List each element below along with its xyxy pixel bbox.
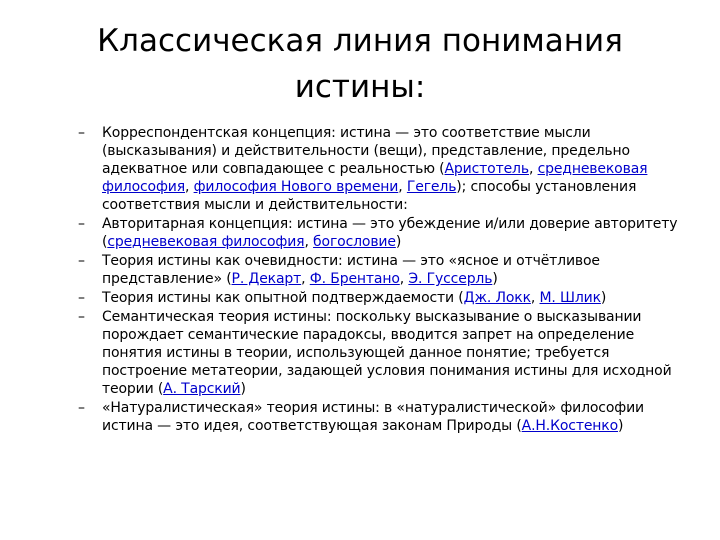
bullet-text: , [398, 179, 407, 195]
bullet-text: , [528, 161, 538, 177]
bullet-text: , [304, 234, 314, 250]
bullet-text: ); способы установления соответствия мысли и действительности: [102, 179, 637, 213]
reference-link[interactable]: Э. Гуссерль [408, 271, 493, 287]
reference-link[interactable]: богословие [313, 234, 396, 250]
reference-link[interactable]: Дж. Локк [463, 290, 531, 306]
bullet-marker: – [78, 400, 85, 416]
bullet-text: Авторитарная концепция: истина — это убеждение и/или доверие авторитету ( [102, 216, 678, 250]
bullet-text: Теория истины как очевидности: истина — это «ясное и отчётливое представление» ( [102, 253, 600, 287]
bullet-item [78, 308, 678, 398]
bullet-text: , [399, 271, 409, 287]
reference-link[interactable]: Р. Декарт [231, 271, 302, 287]
reference-link[interactable]: Аристотель [444, 161, 529, 177]
bullet-list [78, 124, 678, 436]
bullet-text: Теория истины как опытной подтверждаемости ( [102, 290, 464, 306]
reference-link[interactable]: М. Шлик [539, 290, 601, 306]
reference-link[interactable]: философия Нового времени [193, 179, 399, 195]
reference-link[interactable]: средневековая философия [102, 161, 648, 195]
bullet-item [78, 289, 678, 307]
bullet-marker: – [78, 125, 85, 141]
bullet-item [78, 124, 678, 214]
bullet-text: ) [618, 418, 624, 434]
bullet-item [78, 252, 678, 288]
bullet-text: , [185, 179, 194, 195]
bullet-text: , [530, 290, 540, 306]
reference-link[interactable]: Ф. Брентано [309, 271, 400, 287]
slide-title-line-1: Классическая линия понимания [97, 23, 623, 59]
bullet-marker: – [78, 216, 85, 232]
bullet-item [78, 215, 678, 251]
bullet-item [78, 399, 678, 435]
bullet-text: ) [492, 271, 498, 287]
bullet-marker: – [78, 290, 85, 306]
bullet-marker: – [78, 253, 85, 269]
reference-link[interactable]: А.Н.Костенко [521, 418, 619, 434]
bullet-text: ) [240, 381, 246, 397]
slide-title-line-2: истины: [294, 69, 426, 105]
reference-link[interactable]: А. Тарский [163, 381, 241, 397]
bullet-text: ) [395, 234, 402, 250]
bullet-text: Семантическая теория истины: поскольку высказывание о высказывании порождает семантические парадоксы, вводится запрет на определение понятия истины в теории, использующей данное понятие; требуется построение метатеории, задающей условия понимания истины для исходной теории ( [102, 309, 672, 397]
reference-link[interactable]: средневековая философия [107, 234, 305, 250]
bullet-text: , [301, 271, 310, 287]
bullet-marker: – [78, 309, 85, 325]
bullet-text: «Натуралистическая» теория истины: в «натуралистической» философии истина — это идея, соответствующая законам Природы ( [102, 400, 644, 434]
reference-link[interactable]: Гегель [406, 179, 457, 195]
slide-title [70, 18, 650, 110]
bullet-text: ) [600, 290, 607, 306]
bullet-text: Корреспондентская концепция: истина — это соответствие мысли (высказывания) и действительности (вещи), представление, предельно адекватное или совпадающее с реальностью ( [102, 125, 630, 177]
